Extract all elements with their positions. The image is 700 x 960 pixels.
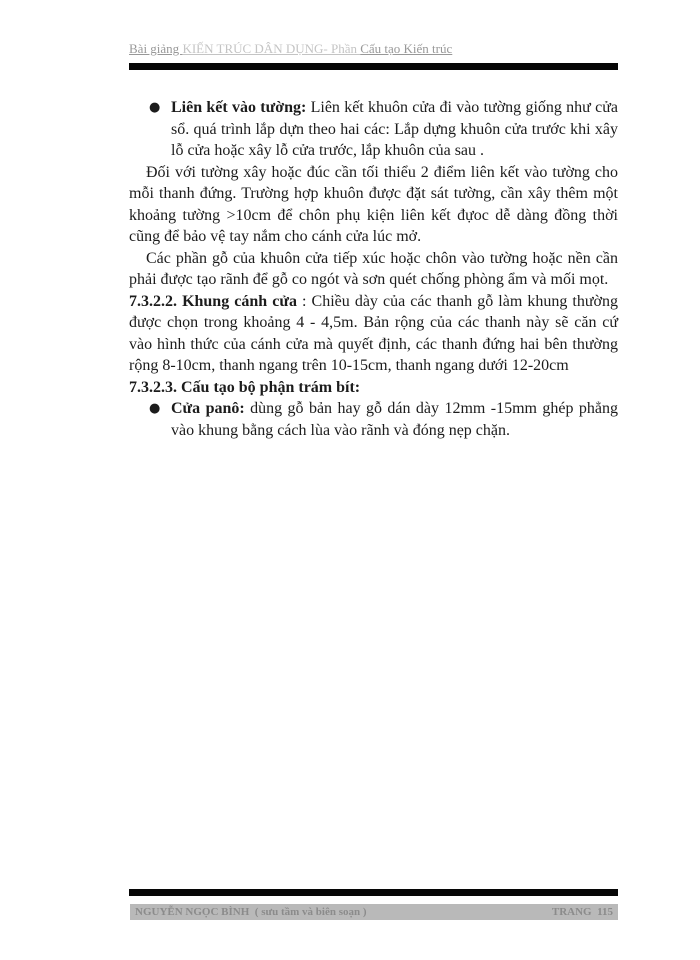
- bullet-icon: ●: [149, 401, 161, 416]
- footer-author: NGUYỄN NGỌC BÌNH ( sưu tầm và biên soạn ): [135, 906, 367, 918]
- header-title-course: KIẾN TRÚC DÂN DỤNG- Phần: [182, 41, 361, 56]
- footer-page-number: TRANG 115: [551, 906, 613, 918]
- section-7322-text: : Chiều dày của các thanh gỗ làm khung thường được chọn trong khoảng 4 - 4,5m. Bản rộng của các thanh này sẽ căn cứ vào hình thức của cánh cửa mà quyết định, các thanh đứng hai bên thường rộng 8-10cm, thanh ngang trên 10-15cm, thanh ngang dưới 12-20cm: [129, 292, 619, 374]
- paragraph-wood-parts: Các phần gỗ của khuôn cửa tiếp xúc hoặc chôn vào tường hoặc nền cần phải được tạo rãnh để gỗ co ngót và sơn quét chống phòng ẩm và mối mọt.: [129, 249, 618, 288]
- paragraph-wall-connection: Đối với tường xây hoặc đúc cần tối thiểu 2 điểm liên kết vào tường cho mỗi thanh đứng. Trường hợp khuôn được đặt sát tường, cần xây thêm một khoảng tường >10cm để chôn phụ kiện liên kết đựoc dễ dàng đồng thời cũng để bảo vệ tay nắm cho cánh cửa lúc mở.: [129, 163, 618, 245]
- footer-divider: [129, 889, 618, 896]
- list-item-lead: Cửa panô:: [171, 400, 245, 417]
- section-7322-heading: 7.3.2.2. Khung cánh cửa: [129, 292, 297, 310]
- list-item-cua-pano: [129, 398, 618, 441]
- page-sheet: [129, 0, 618, 441]
- list-item-lead: Liên kết vào tường:: [171, 99, 307, 116]
- header-title-lecture: Bài giảng: [129, 41, 183, 56]
- bullet-icon: ●: [149, 100, 161, 115]
- page-header: [129, 41, 618, 56]
- section-7323-heading: 7.3.2.3. Cấu tạo bộ phận trám bít:: [129, 378, 361, 396]
- header-divider: [129, 63, 618, 70]
- list-item-text: Liên kết khuôn cửa đi vào tường giống như cửa sổ. quá trình lắp dựn theo hai các: Lắp dựng khuôn cửa trước khi xây lỗ cửa hoặc xây lỗ cửa trước, lắp khuôn của sau .: [171, 99, 618, 159]
- list-item-lien-ket: [129, 97, 618, 162]
- header-title-section: Cấu tạo Kiến trúc: [360, 41, 453, 56]
- section-7322: [129, 291, 618, 377]
- footer-bar: [130, 904, 618, 920]
- document-body: [129, 97, 618, 441]
- list-item-text: dùng gỗ bản hay gỗ dán dày 12mm -15mm ghép phẳng vào khung bằng cách lùa vào rãnh và đóng nẹp chặn.: [171, 400, 619, 439]
